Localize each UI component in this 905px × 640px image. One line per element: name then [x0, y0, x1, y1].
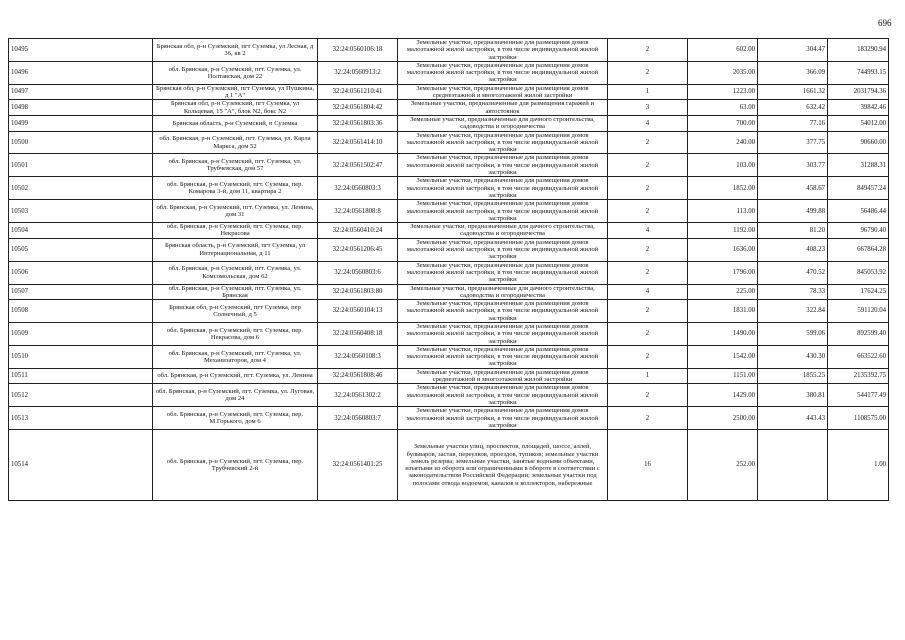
row-land-use: Земельные участки, предназначенные для размещения домов малоэтажной жилой застройки, в том числе индивидуальной жилой застройки	[398, 131, 608, 154]
row-unit-price: 81.20	[758, 223, 828, 239]
table-row	[9, 407, 889, 430]
row-id: 10510	[9, 345, 153, 368]
row-group: 16	[608, 430, 688, 501]
table-row	[9, 115, 889, 131]
row-address: Брянская обл, р-н Суземский, пгт Суземка, ул Кольцевая, 15 "А", блок N2, бокс N2	[153, 100, 318, 116]
row-land-use: Земельные участки, предназначенные для дачного строительства, садоводства и огородничества	[398, 115, 608, 131]
row-area: 1192.00	[688, 223, 758, 239]
row-cadastral-number: 32:24:0560104:13	[318, 300, 398, 323]
row-id: 10496	[9, 61, 153, 84]
row-land-use: Земельные участки, предназначенные для размещения домов малоэтажной жилой застройки, в том числе индивидуальной жилой застройки	[398, 200, 608, 223]
row-id: 10514	[9, 430, 153, 501]
row-cadastral-cost: 56486.44	[828, 200, 889, 223]
row-cadastral-cost: 90660.00	[828, 131, 889, 154]
row-cadastral-number: 32:24:0560410:24	[318, 223, 398, 239]
row-land-use: Земельные участки, предназначенные для размещения домов малоэтажной жилой застройки, в том числе индивидуальной жилой застройки	[398, 154, 608, 177]
row-land-use: Земельные участки, предназначенные для размещения домов среднеэтажной и многоэтажной жилой застройки	[398, 84, 608, 100]
row-cadastral-cost: 892599.40	[828, 322, 889, 345]
row-group: 2	[608, 61, 688, 84]
table-row	[9, 61, 889, 84]
row-cadastral-number: 32:24:0561803:36	[318, 115, 398, 131]
table-row	[9, 284, 889, 300]
table-row	[9, 200, 889, 223]
row-group: 2	[608, 322, 688, 345]
row-unit-price: 1855.25	[758, 368, 828, 384]
row-id: 10504	[9, 223, 153, 239]
row-land-use: Земельные участки, предназначенные для размещения домов малоэтажной жилой застройки, в том числе индивидуальной жилой застройки	[398, 322, 608, 345]
row-area: 113.00	[688, 200, 758, 223]
row-area: 1636.00	[688, 238, 758, 261]
row-unit-price: 380.81	[758, 384, 828, 407]
row-id: 10500	[9, 131, 153, 154]
row-area: 1831.00	[688, 300, 758, 323]
row-unit-price: 78.33	[758, 284, 828, 300]
row-land-use: Земельные участки, предназначенные для размещения гаражей и автостоянок	[398, 100, 608, 116]
row-land-use: Земельные участки, предназначенные для дачного строительства, садоводства и огородничества	[398, 284, 608, 300]
row-address: обл. Брянская, р-н Суземский, пгт. Суземка, ул. Ленина, дом 31	[153, 200, 318, 223]
row-unit-price: 470.52	[758, 261, 828, 284]
row-group: 4	[608, 115, 688, 131]
row-cadastral-number: 32:24:0560106:18	[318, 39, 398, 62]
row-unit-price: 458.67	[758, 177, 828, 200]
row-group: 2	[608, 261, 688, 284]
row-unit-price: 304.47	[758, 39, 828, 62]
row-cadastral-number: 32:24:0560803:3	[318, 177, 398, 200]
row-unit-price: 77.16	[758, 115, 828, 131]
table-row	[9, 223, 889, 239]
row-area: 1542.00	[688, 345, 758, 368]
row-area: 252.00	[688, 430, 758, 501]
row-area: 63.00	[688, 100, 758, 116]
row-cadastral-cost: 31288.31	[828, 154, 889, 177]
row-cadastral-number: 32:24:0560408:18	[318, 322, 398, 345]
row-cadastral-number: 32:24:0561401:25	[318, 430, 398, 501]
row-cadastral-cost: 1108575.00	[828, 407, 889, 430]
row-land-use: Земельные участки, предназначенные для размещения домов малоэтажной жилой застройки, в том числе индивидуальной жилой застройки	[398, 407, 608, 430]
row-group: 2	[608, 238, 688, 261]
row-cadastral-cost: 39842.46	[828, 100, 889, 116]
row-cadastral-number: 32:24:0561808:46	[318, 368, 398, 384]
row-cadastral-cost: 1.00	[828, 430, 889, 501]
row-address: Брянская обл, р-н Суземский, пгт Суземка, пер Солнечный, д 5	[153, 300, 318, 323]
row-land-use: Земельные участки, предназначенные для размещения домов малоэтажной жилой застройки, в том числе индивидуальной жилой застройки	[398, 345, 608, 368]
row-cadastral-number: 32:24:0560803:7	[318, 407, 398, 430]
table-row	[9, 100, 889, 116]
row-cadastral-number: 32:24:0560803:6	[318, 261, 398, 284]
row-id: 10512	[9, 384, 153, 407]
land-cadastral-table	[8, 38, 889, 501]
row-id: 10501	[9, 154, 153, 177]
table-row	[9, 368, 889, 384]
row-area: 602.00	[688, 39, 758, 62]
row-cadastral-cost: 2031794.36	[828, 84, 889, 100]
row-unit-price: 1661.32	[758, 84, 828, 100]
row-area: 2500.00	[688, 407, 758, 430]
row-area: 1223.00	[688, 84, 758, 100]
row-cadastral-cost: 667864.28	[828, 238, 889, 261]
row-cadastral-number: 32:24:0561210:41	[318, 84, 398, 100]
row-cadastral-number: 32:24:0561502:47	[318, 154, 398, 177]
row-unit-price	[758, 430, 828, 501]
row-cadastral-cost: 845053.92	[828, 261, 889, 284]
row-unit-price: 303.77	[758, 154, 828, 177]
row-area: 240.00	[688, 131, 758, 154]
row-group: 1	[608, 84, 688, 100]
table-row	[9, 131, 889, 154]
row-address: Брянская обл, р-н Суземский, пгт Суземка, ул Лесная, д 36, кв 2	[153, 39, 318, 62]
row-cadastral-number: 32:24:0560913:2	[318, 61, 398, 84]
row-address: обл. Брянская, р-н Суземский, пгт. Суземка, пер. Комарова 3-й, дом 11, квартира 2	[153, 177, 318, 200]
row-address: обл. Брянская, р-н Суземский, пгт. Суземка, ул. Полтавская, дом 22	[153, 61, 318, 84]
row-land-use: Земельные участки, предназначенные для дачного строительства, садоводства и огородничества	[398, 223, 608, 239]
row-cadastral-cost: 96790.40	[828, 223, 889, 239]
row-address: Брянская область, р-н Суземский, пгт Суземка, ул Интернациональная, д 11	[153, 238, 318, 261]
table-row	[9, 430, 889, 501]
row-group: 1	[608, 368, 688, 384]
row-id: 10498	[9, 100, 153, 116]
row-cadastral-number: 32:24:0561803:80	[318, 284, 398, 300]
row-cadastral-cost: 744993.15	[828, 61, 889, 84]
row-address: обл. Брянская, р-н Суземский, пгт. Суземка, ул. Карла Маркса, дом 52	[153, 131, 318, 154]
row-unit-price: 632.42	[758, 100, 828, 116]
row-unit-price: 430.30	[758, 345, 828, 368]
row-address: обл. Брянская, р-н Суземский, пгт. Суземка, ул. Механизаторов, дом 4	[153, 345, 318, 368]
row-area: 225.00	[688, 284, 758, 300]
row-address: обл. Брянская, р-н Суземский, пгт. Суземка, ул. Брянская	[153, 284, 318, 300]
row-address: обл. Брянская, р-н Суземский, пгт. Суземка, ул. Трубчевская, дом 57	[153, 154, 318, 177]
row-group: 2	[608, 177, 688, 200]
row-cadastral-number: 32:24:0561808:8	[318, 200, 398, 223]
table-row	[9, 300, 889, 323]
row-address: Брянская обл, р-н Суземский, пгт Суземка, ул Пушкина, д 1 "А"	[153, 84, 318, 100]
row-address: обл. Брянская, р-н Суземский, пгт. Суземка, пер. Трубчевский 2-й	[153, 430, 318, 501]
table-body	[9, 39, 889, 501]
row-id: 10503	[9, 200, 153, 223]
row-cadastral-number: 32:24:0560108:3	[318, 345, 398, 368]
row-area: 1429.00	[688, 384, 758, 407]
page-number: 696	[878, 18, 892, 28]
table-row	[9, 177, 889, 200]
row-cadastral-cost: 54012.00	[828, 115, 889, 131]
row-address: обл. Брянская, р-н Суземский, пгт. Суземка, пер. Некрасова	[153, 223, 318, 239]
row-id: 10497	[9, 84, 153, 100]
row-id: 10502	[9, 177, 153, 200]
row-id: 10513	[9, 407, 153, 430]
row-area: 1796.00	[688, 261, 758, 284]
row-area: 700.00	[688, 115, 758, 131]
row-unit-price: 322.84	[758, 300, 828, 323]
row-area: 2035.00	[688, 61, 758, 84]
row-group: 2	[608, 200, 688, 223]
row-id: 10499	[9, 115, 153, 131]
row-group: 2	[608, 345, 688, 368]
row-land-use: Земельные участки, предназначенные для размещения домов малоэтажной жилой застройки, в том числе индивидуальной жилой застройки	[398, 300, 608, 323]
row-cadastral-cost: 849457.24	[828, 177, 889, 200]
row-id: 10508	[9, 300, 153, 323]
table-row	[9, 84, 889, 100]
row-cadastral-number: 32:24:0561206:45	[318, 238, 398, 261]
row-address: Брянская область, р-н Суземский, п Суземка	[153, 115, 318, 131]
row-cadastral-cost: 183290.94	[828, 39, 889, 62]
row-group: 2	[608, 300, 688, 323]
row-address: обл. Брянская, р-н Суземский, пгт. Суземка, ул. Комсомольская, дом 62	[153, 261, 318, 284]
row-cadastral-number: 32:24:0561804:42	[318, 100, 398, 116]
row-id: 10509	[9, 322, 153, 345]
row-area: 1490.00	[688, 322, 758, 345]
row-id: 10506	[9, 261, 153, 284]
row-address: обл. Брянская, р-н Суземский, пгт. Суземка, ул. Ленина	[153, 368, 318, 384]
row-group: 2	[608, 407, 688, 430]
row-area: 103.00	[688, 154, 758, 177]
row-unit-price: 443.43	[758, 407, 828, 430]
table-row	[9, 384, 889, 407]
row-id: 10495	[9, 39, 153, 62]
row-area: 1852.00	[688, 177, 758, 200]
row-cadastral-cost: 544177.49	[828, 384, 889, 407]
table-row	[9, 322, 889, 345]
row-unit-price: 499.88	[758, 200, 828, 223]
row-land-use: Земельные участки, предназначенные для размещения домов малоэтажной жилой застройки, в том числе индивидуальной жилой застройки	[398, 384, 608, 407]
row-id: 10511	[9, 368, 153, 384]
row-address: обл. Брянская, р-н Суземский, пгт. Суземка, пер. Некрасова, дом 6	[153, 322, 318, 345]
row-unit-price: 408.23	[758, 238, 828, 261]
row-land-use: Земельные участки, предназначенные для размещения домов среднеэтажной и многоэтажной жилой застройки	[398, 368, 608, 384]
row-land-use: Земельные участки, предназначенные для размещения домов малоэтажной жилой застройки, в том числе индивидуальной жилой застройки	[398, 177, 608, 200]
row-unit-price: 366.09	[758, 61, 828, 84]
row-cadastral-cost: 2135392.75	[828, 368, 889, 384]
row-group: 2	[608, 384, 688, 407]
row-unit-price: 599.06	[758, 322, 828, 345]
row-unit-price: 377.75	[758, 131, 828, 154]
row-group: 2	[608, 131, 688, 154]
table-row	[9, 39, 889, 62]
row-group: 2	[608, 39, 688, 62]
row-group: 4	[608, 223, 688, 239]
row-address: обл. Брянская, р-н Суземский, пгт. Суземка, ул. Луговая, дом 24	[153, 384, 318, 407]
table-row	[9, 154, 889, 177]
row-group: 4	[608, 284, 688, 300]
table-row	[9, 345, 889, 368]
row-land-use: Земельные участки, предназначенные для размещения домов малоэтажной жилой застройки, в том числе индивидуальной жилой застройки	[398, 61, 608, 84]
row-cadastral-cost: 17624.25	[828, 284, 889, 300]
row-group: 3	[608, 100, 688, 116]
row-id: 10507	[9, 284, 153, 300]
row-land-use: Земельные участки, предназначенные для размещения домов малоэтажной жилой застройки, в том числе индивидуальной жилой застройки	[398, 261, 608, 284]
row-address: обл. Брянская, р-н Суземский, пгт. Суземка, пер. М.Горького, дом 6	[153, 407, 318, 430]
row-cadastral-number: 32:24:0561302:2	[318, 384, 398, 407]
table-row	[9, 238, 889, 261]
row-group: 2	[608, 154, 688, 177]
row-cadastral-cost: 591120.04	[828, 300, 889, 323]
row-land-use: Земельные участки улиц, проспектов, площадей, шоссе, аллей, бульваров, застав, переулков, проездов, тупиков; земельные участки земель резерва; земельные участки, занятые водными объектами, изъятыми из оборота или ограниченными в обороте в соответствии с законодательством Российской Федерации; земельные участки под полосами отвода водоемов, каналов и коллекторов, набережные	[398, 430, 608, 501]
row-land-use: Земельные участки, предназначенные для размещения домов малоэтажной жилой застройки, в том числе индивидуальной жилой застройки	[398, 39, 608, 62]
row-land-use: Земельные участки, предназначенные для размещения домов малоэтажной жилой застройки, в том числе индивидуальной жилой застройки	[398, 238, 608, 261]
row-area: 1151.00	[688, 368, 758, 384]
row-cadastral-cost: 663522.60	[828, 345, 889, 368]
row-cadastral-number: 32:24:0561414:10	[318, 131, 398, 154]
table-row	[9, 261, 889, 284]
row-id: 10505	[9, 238, 153, 261]
